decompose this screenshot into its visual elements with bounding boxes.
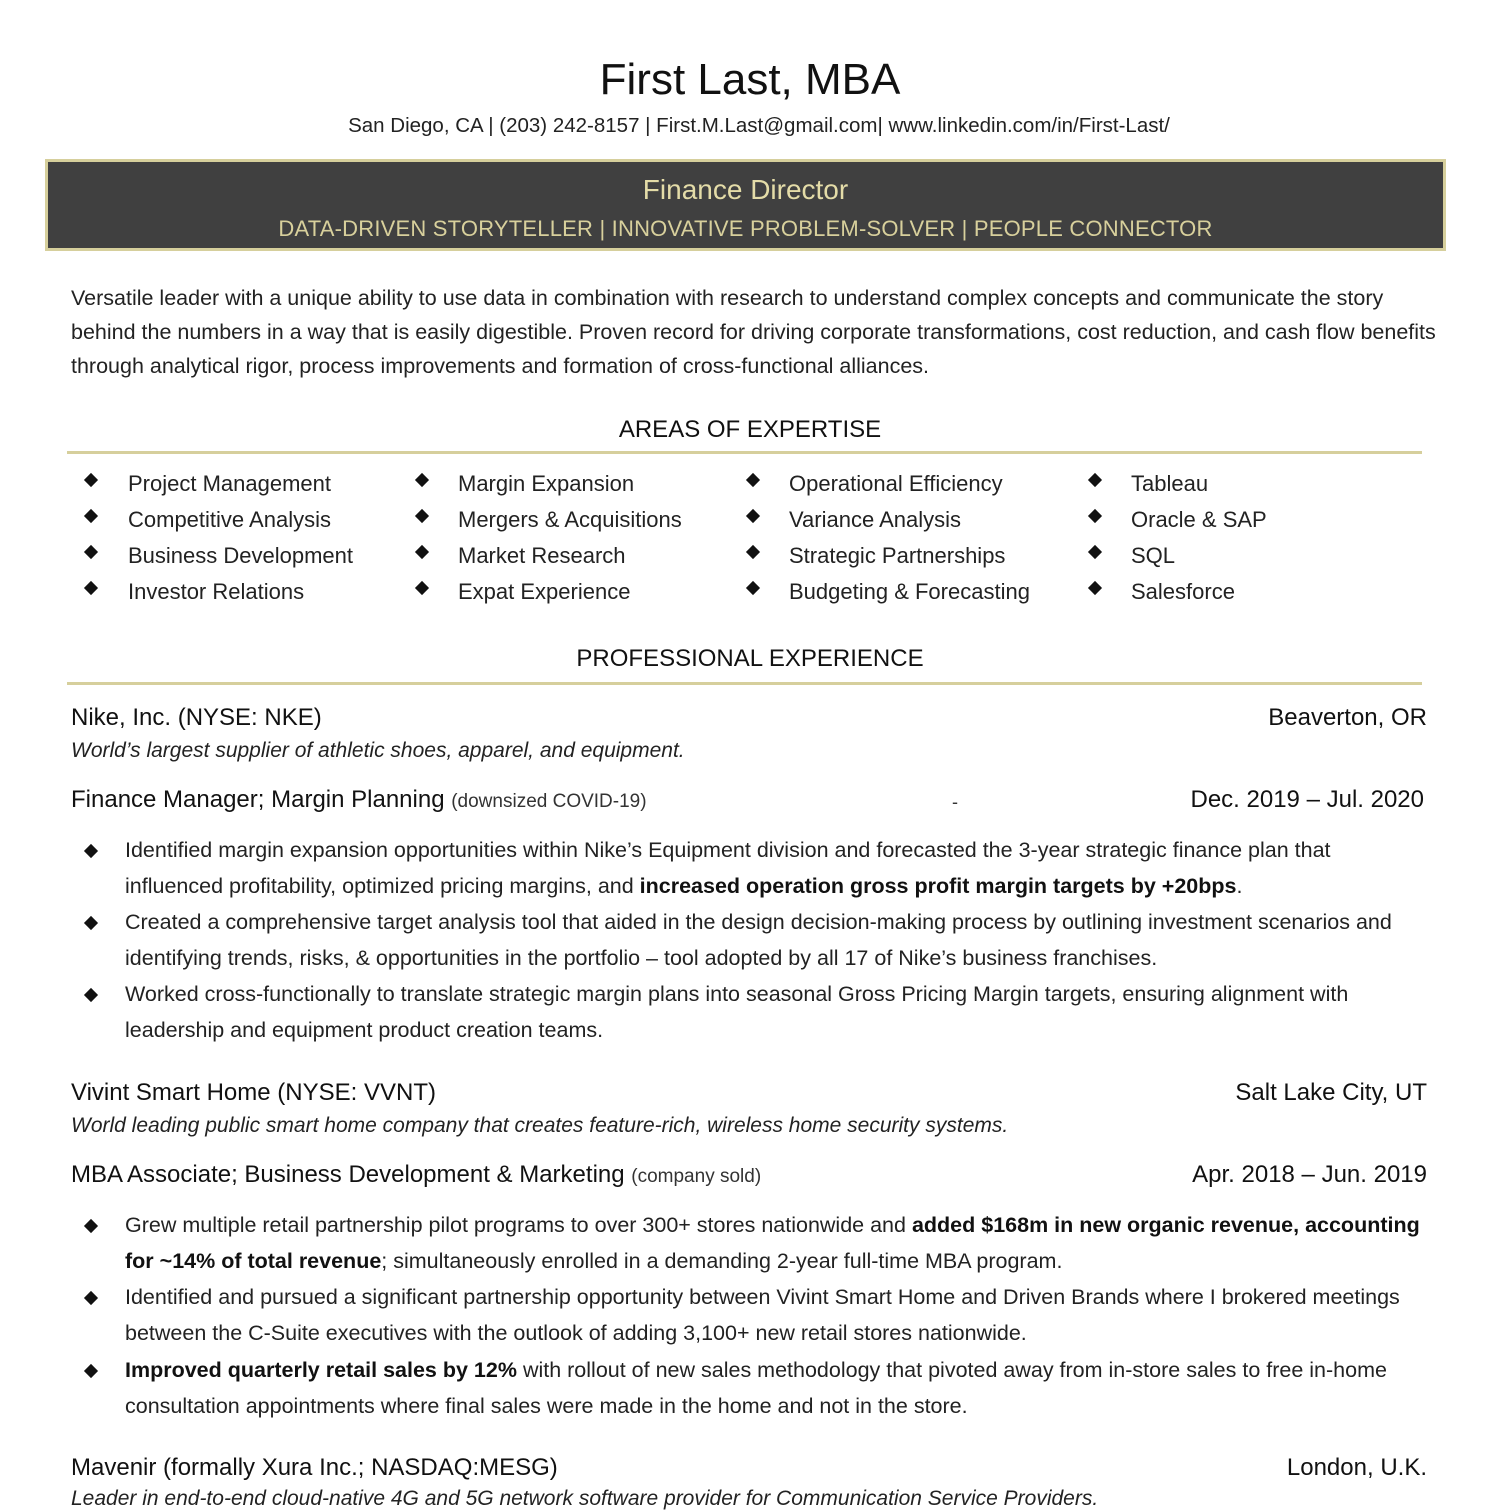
bullet-diamond-icon: [746, 473, 760, 487]
expertise-column-2: [416, 466, 682, 610]
expertise-item: Competitive Analysis: [85, 502, 353, 538]
role-title: MBA Associate; Business Development & Marketing (company sold): [71, 1161, 762, 1188]
company-tagline: Leader in end-to-end cloud-native 4G and 5G network software provider for Communication Service Providers.: [71, 1487, 1099, 1510]
bullet-diamond-icon: [84, 1219, 98, 1233]
summary-paragraph: Versatile leader with a unique ability to use data in combination with research to understand complex concepts and communicate the story behind the numbers in a way that is easily digestible. Proven record for driving corporate transformations, cost reduction, and cash flow benefits through analytical rigor, process improvements and formation of cross-functional alliances.: [71, 286, 1436, 378]
bullet-diamond-icon: [84, 988, 98, 1002]
expertise-item: Oracle & SAP: [1089, 502, 1267, 538]
candidate-name: First Last, MBA: [599, 55, 901, 104]
job-title: Finance Director: [642, 174, 849, 205]
bullet-diamond-icon: [746, 581, 760, 595]
bullet-diamond-icon: [84, 509, 98, 523]
expertise-item: Variance Analysis: [747, 502, 1030, 538]
bullet-diamond-icon: [84, 581, 98, 595]
company-name: Nike, Inc. (NYSE: NKE): [71, 704, 322, 731]
bullet-diamond-icon: [84, 1291, 98, 1305]
experience-divider: [67, 682, 1422, 685]
bullet-diamond-icon: [1088, 545, 1102, 559]
achievement-bullet: Identified margin expansion opportunities within Nike’s Equipment division and forecasted the 3-year strategic finance plan that influenced profitability, optimized pricing margins, and increased operation gross profit margin targets by +20bps.: [80, 832, 1425, 904]
expertise-item: Market Research: [416, 538, 682, 574]
achievement-bullet: Grew multiple retail partnership pilot programs to over 300+ stores nationwide and added $168m in new organic revenue, accounting for ~14% of total revenue; simultaneously enrolled in a demanding 2-year full-time MBA program.: [80, 1207, 1425, 1279]
expertise-heading: AREAS OF EXPERTISE: [618, 416, 882, 443]
bullet-diamond-icon: [1088, 473, 1102, 487]
expertise-item: Project Management: [85, 466, 353, 502]
bullet-diamond-icon: [1088, 509, 1102, 523]
achievement-bullet: Worked cross-functionally to translate strategic margin plans into seasonal Gross Pricing Margin targets, ensuring alignment with leadership and equipment product creation teams.: [80, 976, 1425, 1048]
company-name: Mavenir (formally Xura Inc.; NASDAQ:MESG): [71, 1454, 558, 1481]
expertise-item: Strategic Partnerships: [747, 538, 1030, 574]
role-separator: -: [952, 792, 958, 812]
expertise-item: Business Development: [85, 538, 353, 574]
bullet-diamond-icon: [84, 844, 98, 858]
company-name: Vivint Smart Home (NYSE: VVNT): [71, 1079, 436, 1106]
expertise-column-4: [1089, 466, 1267, 610]
company-location: Salt Lake City, UT: [1235, 1079, 1427, 1106]
expertise-item: SQL: [1089, 538, 1267, 574]
role-dates: Dec. 2019 – Jul. 2020: [1190, 786, 1424, 813]
expertise-item: Salesforce: [1089, 574, 1267, 610]
expertise-item: Tableau: [1089, 466, 1267, 502]
expertise-item: Operational Efficiency: [747, 466, 1030, 502]
achievement-bullet: Identified and pursued a significant partnership opportunity between Vivint Smart Home and Driven Brands where I brokered meetings between the C-Suite executives with the outlook of adding 3,100+ new retail stores nationwide.: [80, 1279, 1425, 1351]
bullet-diamond-icon: [415, 509, 429, 523]
bullet-diamond-icon: [84, 545, 98, 559]
company-location: London, U.K.: [1286, 1454, 1427, 1481]
achievement-bullet: Improved quarterly retail sales by 12% with rollout of new sales methodology that pivoted away from in-store sales to free in-home consultation appointments where final sales were made in the home and not in the store.: [80, 1352, 1425, 1424]
bullet-diamond-icon: [84, 473, 98, 487]
role-note: (downsized COVID-19): [451, 791, 647, 812]
expertise-column-3: [747, 466, 1030, 610]
bullet-diamond-icon: [415, 581, 429, 595]
bullet-diamond-icon: [1088, 581, 1102, 595]
company-tagline: World leading public smart home company that creates feature-rich, wireless home security systems.: [71, 1114, 1009, 1137]
role-note: (company sold): [631, 1166, 762, 1187]
bullet-diamond-icon: [84, 916, 98, 930]
company-location: Beaverton, OR: [1268, 704, 1427, 731]
expertise-item: Investor Relations: [85, 574, 353, 610]
expertise-item: Expat Experience: [416, 574, 682, 610]
role-dates: Apr. 2018 – Jun. 2019: [1192, 1161, 1427, 1188]
bullet-diamond-icon: [746, 509, 760, 523]
role-title: Finance Manager; Margin Planning (downsized COVID-19): [71, 786, 647, 813]
expertise-item: Budgeting & Forecasting: [747, 574, 1030, 610]
expertise-item: Mergers & Acquisitions: [416, 502, 682, 538]
bullet-diamond-icon: [415, 473, 429, 487]
banner-subtitle: DATA-DRIVEN STORYTELLER | INNOVATIVE PROBLEM-SOLVER | PEOPLE CONNECTOR: [278, 216, 1213, 241]
expertise-item: Margin Expansion: [416, 466, 682, 502]
contact-line: San Diego, CA | (203) 242-8157 | First.M.Last@gmail.com| www.linkedin.com/in/First-Last/: [348, 114, 1170, 137]
experience-heading: PROFESSIONAL EXPERIENCE: [576, 645, 924, 672]
achievement-bullet: Created a comprehensive target analysis tool that aided in the design decision-making process by outlining investment scenarios and identifying trends, risks, & opportunities in the portfolio – tool adopted by all 17 of Nike’s business franchises.: [80, 904, 1425, 976]
bullet-diamond-icon: [746, 545, 760, 559]
expertise-column-1: [85, 466, 353, 610]
bullet-diamond-icon: [415, 545, 429, 559]
company-tagline: World’s largest supplier of athletic shoes, apparel, and equipment.: [71, 739, 685, 762]
expertise-divider: [67, 451, 1422, 454]
title-banner: [45, 159, 1446, 251]
bullet-diamond-icon: [84, 1364, 98, 1378]
